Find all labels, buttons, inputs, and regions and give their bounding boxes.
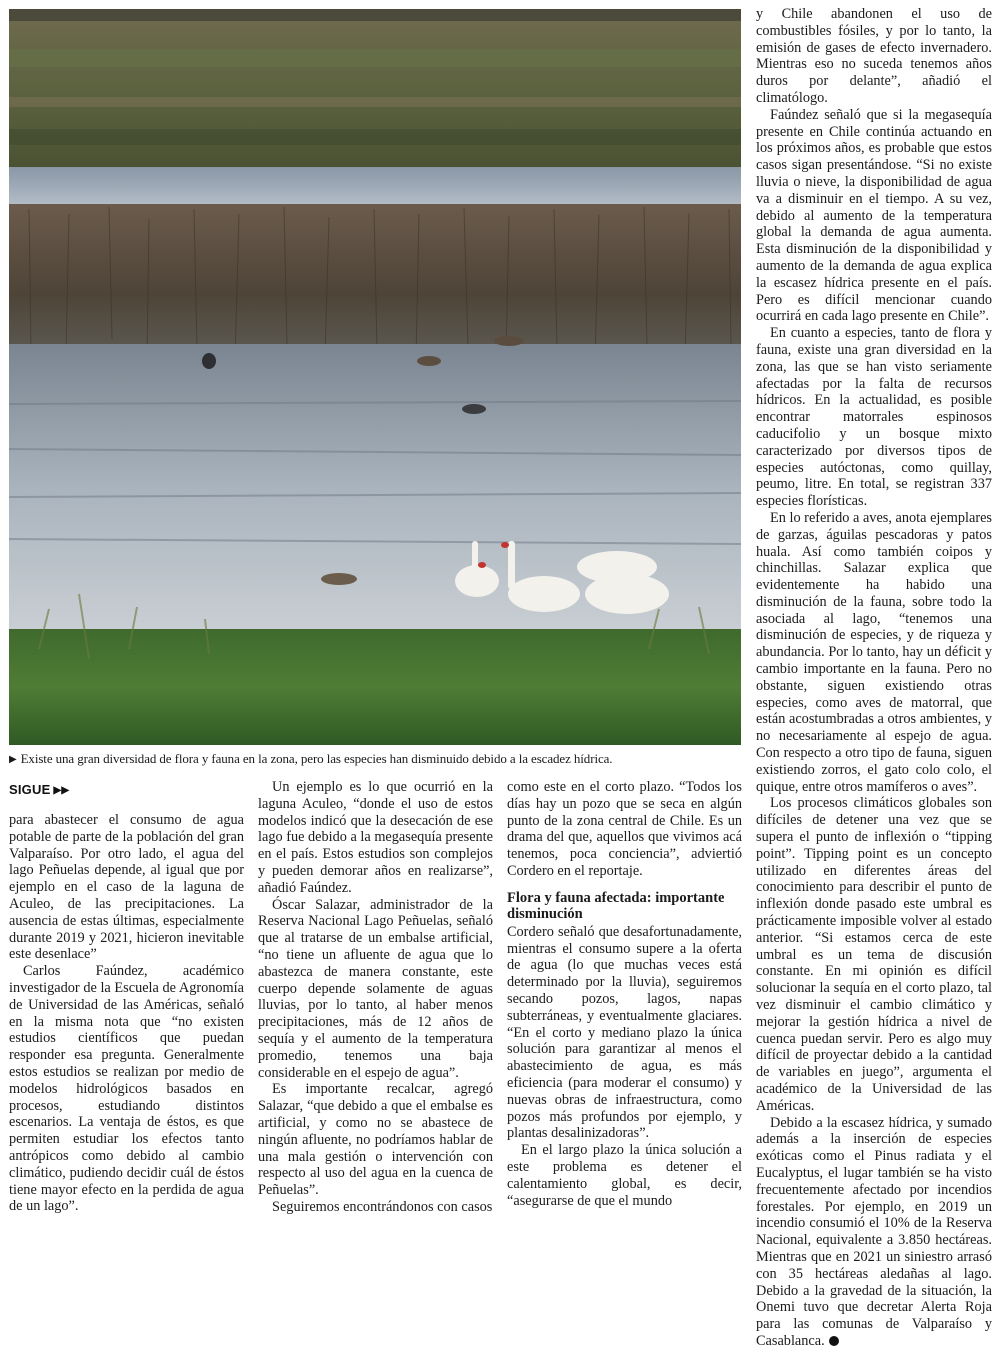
paragraph: En cuanto a especies, tanto de flora y fauna, existe una gran diversidad en la zona, las que se han visto seriamente afectadas por la falta de recursos hídricos. En la actualidad, es posible encontrar matorrales espinosos caducifolio y un bosque mixto caracterizado por diversos tipos de especies autóctonas, como quillay, peumo, litre. En total, se registran 337 especies florísticas.: [756, 325, 992, 510]
end-of-article-icon: [829, 1336, 839, 1346]
caption-arrow-icon: ▶: [9, 754, 17, 765]
paragraph: Carlos Faúndez, académico investigador de la Escuela de Agronomía de Universidad de las Américas, señaló en la misma nota que “no existen estudios científicos que puedan responder esa pregunta. Generalmente estos estudios se realizan por medio de modelos hidrológicos basados en procesos, estudiando distintos escenarios. La ventaja de éstos, es que permiten estudiar los efectos tanto antrópicos como debido al cambio climático, pudiendo decidir cuál de éstos tiene mayor efecto en la perdida de agua de un lago”.: [9, 963, 244, 1215]
paragraph: Cordero señaló que desafortunadamente, mientras el consumo supere a la oferta de agua (lo que muchas veces está determinado por la lluvia), seguiremos secando pozos, lagos, napas subterráneas, y eventualmente glaciares. “En el corto y mediano plazo la única solución para garantizar al menos el abastecimiento de agua, es más eficiencia (para moderar el consumo) y nuevas obras de infraestructura, como pozos más profundos por ejemplo, y plantas desalinizadoras”.: [507, 923, 742, 1142]
double-arrow-icon: ▶▶: [53, 785, 70, 796]
paragraph: En el largo plazo la única solución a este problema es detener el calentamiento global, es decir, “asegurarse de que el mundo: [507, 1142, 742, 1209]
continue-marker: [9, 782, 69, 797]
paragraph: Óscar Salazar, administrador de la Reserva Nacional Lago Peñuelas, señaló que al tratarse de un embalse artificial, “no tiene un afluente de agua que lo abastezca de manera constante, este cuerpo depende solamente de aguas lluvias, por lo tanto, al haber menos precipitaciones, más de 12 años de sequía y el aumento de la temperatura promedio, tenemos una baja considerable en el espejo de agua”.: [258, 896, 493, 1081]
paragraph: y Chile abandonen el uso de combustibles fósiles, y por lo tanto, la emisión de gases de efecto invernadero. Mientras eso no suceda tenemos años duros por delante”, añadió el climatólogo.: [756, 6, 992, 106]
article-column-2: [258, 779, 493, 1216]
paragraph: como este en el corto plazo. “Todos los días hay un pozo que se seca en algún punto de la zona central de Chile. Es un drama del que, aquellos que vivimos acá tenemos, poca conciencia”, adviertió Cordero en el reportaje.: [507, 779, 742, 879]
paragraph: Un ejemplo es lo que ocurrió en la laguna Aculeo, “donde el uso de estos modelos indicó que la desecación de ese lago fue debido a la megasequía presente en el país. Estos estudios son complejos y pueden demorar años en realizarse”, añadió Faúndez.: [258, 779, 494, 896]
caption-text: Existe una gran diversidad de flora y fauna en la zona, pero las especies han disminuido debido a la escadez hídrica.: [20, 751, 613, 766]
continue-label: SIGUE: [9, 782, 51, 797]
paragraph: Faúndez señaló que si la megasequía presente en Chile continúa actuando en los próximos años, es probable que estos casos sigan presentándose. “Si no existe lluvia o nieve, la disponibilidad de agua va a disminuir en el tiempo. A su vez, debido al aumento de la temperatura global la demanda de agua aumenta. Esta disminución de la disponibilidad y aumento de la demanda de agua explica la escasez hídrica presente en el país. Pero es difícil mencionar cuando ocurrirá en cada lago presente en Chile”.: [756, 106, 992, 325]
photo-caption: [9, 751, 744, 768]
final-paragraph-text: Debido a la escasez hídrica, y sumado además a la inserción de especies exóticas como el Pinus radiata y el Eucalyptus, el lugar también se ha visto frecuentemente afectado por incendios forestales. Por ejemplo, en 2019 un incendio consumió el 10% de la Reserva Nacional, equivalente a 3.850 hectáreas. Mientras que en 2021 un siniestro arrasó con 35 hectáreas aledañas al lago. Debido a la gravedad de la situación, la Onemi tuvo que decretar Alerta Roja para las comunas de Valparaíso y Casablanca.: [756, 1114, 992, 1349]
article-column-1: [9, 812, 244, 1215]
paragraph-final: [756, 1115, 992, 1350]
article-column-4: [756, 6, 992, 1350]
lake-photo-illustration: [9, 9, 741, 745]
article-column-3: [507, 779, 742, 1209]
paragraph: Los procesos climáticos globales son difíciles de detener una vez que se supera el punto de inflexión o “tipping point”. Tipping point es un concepto utilizado en diferentes áreas del conocimiento para describir el punto de inflexión donde pasado este umbral es prácticamente imposible volver al estado anterior. “Si estamos cerca de este umbral es un tema de discusión constante. En mi opinión es difícil solucionar la sequía en el corto plazo, tal vez disminuir el cambio climático y mejorar la gestión hídrica a nivel de cuenca puedan servir. Pero es algo muy difícil de proyectar debido a la cantidad de variables en juego”, argumenta el académico de la Universidad de las Américas.: [756, 795, 992, 1114]
section-subheading: Flora y fauna afectada: importante disminución: [507, 889, 725, 923]
paragraph: para abastecer el consumo de agua potable de parte de la población del gran Valparaíso. Por otro lado, el agua del lago Peñuelas depende, al igual que por ejemplo en el caso de la laguna de Aculeo, de las precipitaciones. La ausencia de estas últimas, especialmente durante 2019 y 2021, hicieron inevitable este desenlace”: [9, 812, 244, 963]
paragraph: Es importante recalcar, agregó Salazar, “que debido a que el embalse es artificial, y como no se abastece de ningún afluente, no podríamos hablar de una mala gestión o intervención con respecto al uso del agua en la cuenca de Peñuelas”.: [258, 1081, 493, 1199]
paragraph: En lo referido a aves, anota ejemplares de garzas, águilas pescadoras y patos huala. Así como también coipos y chinchillas. Salazar explica que evidentemente ha habido una disminución de la fauna, sobre todo la asociada al lago, “tenemos una disminución de especies, y de riqueza y abundancia. Por lo tanto, hay un déficit y cambio importante en la fauna. Pero no obstante, siguen existiendo otras especies, como aves de matorral, que están acostumbradas a otros ambientes, y no necesariamente al espejo de agua. Con respecto a otro tipo de fauna, siguen existiendo zorros, el gato colo colo, el quique, entre otros mamíferos o aves”.: [756, 509, 992, 795]
lake-photo: [9, 9, 741, 745]
paragraph: Seguiremos encontrándonos con casos: [272, 1198, 493, 1215]
